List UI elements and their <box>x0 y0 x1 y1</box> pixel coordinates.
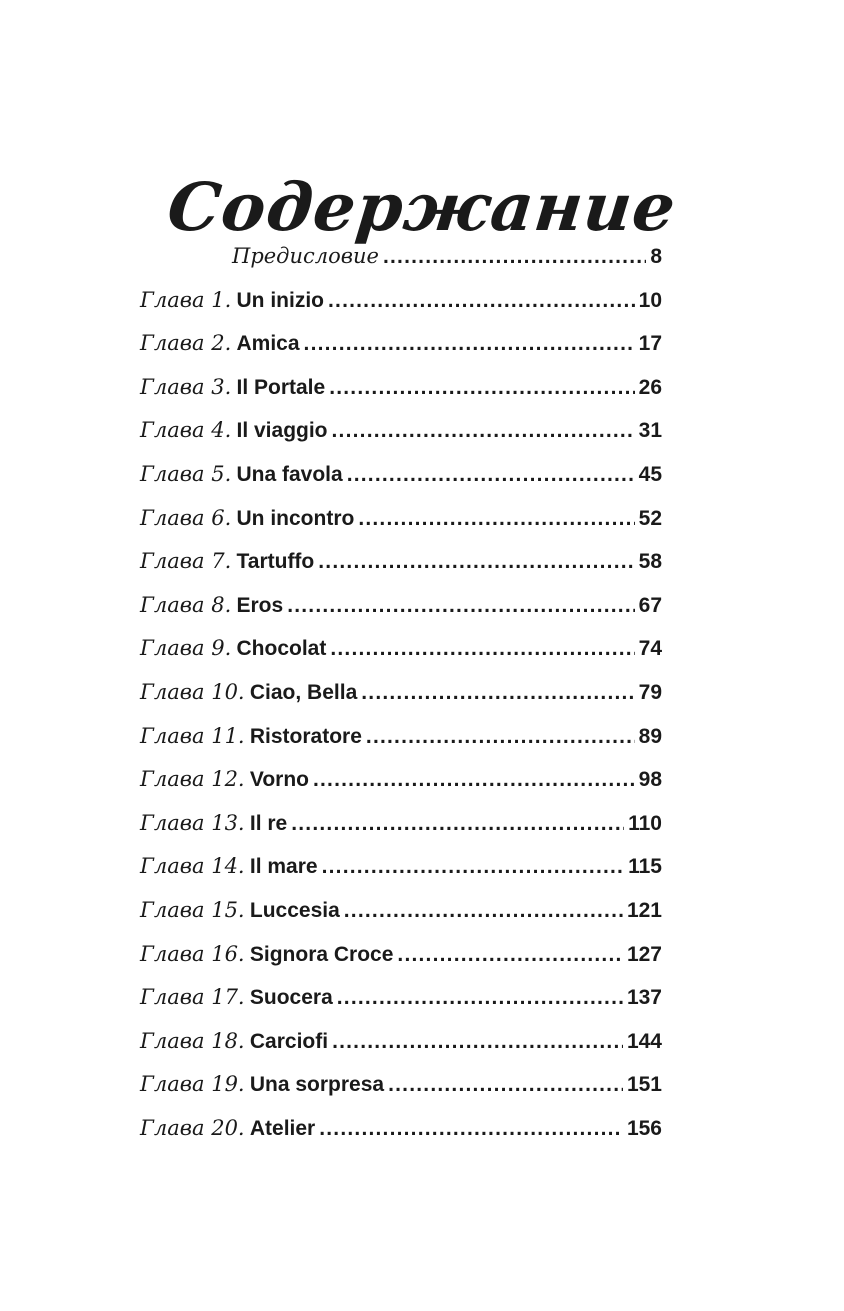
dot-leader <box>330 631 634 667</box>
dot-leader <box>383 239 646 275</box>
chapter-title: Una sorpresa <box>249 1073 385 1097</box>
page-number: 156 <box>626 1116 662 1140</box>
chapter-label: Глава 5. <box>140 461 232 486</box>
page-number: 151 <box>626 1073 662 1097</box>
dot-leader <box>332 1024 623 1060</box>
toc-entry-chapter[interactable] <box>140 1023 662 1067</box>
toc-entry-chapter[interactable] <box>140 892 662 936</box>
chapter-label: Глава 4. <box>140 418 232 443</box>
dot-leader <box>318 544 634 580</box>
chapter-title: Il viaggio <box>236 419 328 443</box>
dot-leader <box>397 937 623 973</box>
chapter-label: Глава 13. <box>140 810 245 835</box>
dot-leader <box>332 413 635 449</box>
preface-label: Предисловие <box>232 244 379 268</box>
chapter-title: Atelier <box>249 1116 316 1140</box>
page-number: 26 <box>638 375 662 399</box>
dot-leader <box>313 762 635 798</box>
page-number: 74 <box>638 637 662 661</box>
page-number: 31 <box>638 419 662 443</box>
toc-entry-chapter[interactable] <box>140 979 662 1023</box>
toc-entry-chapter[interactable] <box>140 282 662 326</box>
dot-leader <box>361 675 634 711</box>
page-number: 110 <box>628 811 662 835</box>
chapter-label: Глава 14. <box>140 854 245 879</box>
dot-leader <box>358 501 634 537</box>
dot-leader <box>328 283 635 319</box>
toc-entry-chapter[interactable] <box>140 674 662 718</box>
page-number: 98 <box>638 768 662 792</box>
chapter-label: Глава 9. <box>140 636 232 661</box>
chapter-label: Глава 10. <box>140 679 245 704</box>
chapter-label: Глава 18. <box>140 1028 245 1053</box>
chapter-title: Chocolat <box>236 637 327 661</box>
page-number: 121 <box>626 898 662 922</box>
dot-leader <box>322 849 625 885</box>
toc-entry-chapter[interactable] <box>140 587 662 631</box>
chapter-label: Глава 8. <box>140 592 232 617</box>
toc-entry-chapter[interactable] <box>140 456 662 500</box>
page-number: 8 <box>650 245 662 268</box>
chapter-label: Глава 15. <box>140 897 245 922</box>
toc-entry-chapter[interactable] <box>140 805 662 849</box>
chapter-label: Глава 19. <box>140 1072 245 1097</box>
chapter-label: Глава 11. <box>140 723 245 748</box>
dot-leader <box>337 980 623 1016</box>
chapter-label: Глава 7. <box>140 549 232 574</box>
page-number: 89 <box>638 724 662 748</box>
page-number: 144 <box>626 1029 662 1053</box>
dot-leader <box>291 806 624 842</box>
chapter-title: Signora Croce <box>249 942 394 966</box>
chapter-label: Глава 6. <box>140 505 232 530</box>
chapter-label: Глава 12. <box>140 767 245 792</box>
chapter-label: Глава 17. <box>140 985 245 1010</box>
toc-entry-chapter[interactable] <box>140 325 662 369</box>
toc-entry-chapter[interactable] <box>140 543 662 587</box>
chapter-title: Luccesia <box>249 898 340 922</box>
toc-entry-chapter[interactable] <box>140 369 662 413</box>
chapter-title: Il re <box>249 811 288 835</box>
chapter-title: Una favola <box>236 462 343 486</box>
dot-leader <box>344 893 623 929</box>
page-number: 79 <box>638 680 662 704</box>
toc-entry-chapter[interactable] <box>140 936 662 980</box>
chapter-label: Глава 16. <box>140 941 245 966</box>
chapter-label: Глава 3. <box>140 374 232 399</box>
toc-entry-chapter[interactable] <box>140 761 662 805</box>
page-number: 17 <box>638 332 662 356</box>
toc-entry-chapter[interactable] <box>140 412 662 456</box>
chapter-title: Il mare <box>249 855 318 879</box>
chapter-title: Suocera <box>249 986 333 1010</box>
chapter-title: Ciao, Bella <box>249 680 358 704</box>
chapter-title: Amica <box>236 332 300 356</box>
chapter-title: Carciofi <box>249 1029 329 1053</box>
page-number: 115 <box>628 855 662 879</box>
page-number: 137 <box>626 986 662 1010</box>
chapter-title: Vorno <box>249 768 309 792</box>
toc-entry-chapter[interactable] <box>140 500 662 544</box>
chapter-title: Ristoratore <box>249 724 362 748</box>
toc-entry-chapter[interactable] <box>140 630 662 674</box>
page-number: 58 <box>638 550 662 574</box>
chapter-label: Глава 1. <box>140 287 232 312</box>
page-number: 45 <box>638 462 662 486</box>
toc-entry-chapter[interactable] <box>140 1066 662 1110</box>
dot-leader <box>287 588 634 624</box>
dot-leader <box>388 1067 623 1103</box>
chapter-label: Глава 2. <box>140 331 232 356</box>
page-number: 127 <box>626 942 662 966</box>
chapter-title: Un incontro <box>236 506 355 530</box>
page-number: 52 <box>638 506 662 530</box>
chapter-title: Il Portale <box>236 375 326 399</box>
toc-entry-preface[interactable] <box>140 238 662 282</box>
page-number: 10 <box>638 288 662 312</box>
dot-leader <box>319 1111 623 1147</box>
chapter-title: Eros <box>236 593 284 617</box>
toc-entry-chapter[interactable] <box>140 848 662 892</box>
dot-leader <box>347 457 635 493</box>
chapter-title: Tartuffo <box>236 550 315 574</box>
table-of-contents <box>140 238 662 1153</box>
dot-leader <box>366 719 635 755</box>
dot-leader <box>329 370 634 406</box>
page-number: 67 <box>638 593 662 617</box>
toc-entry-chapter[interactable] <box>140 718 662 762</box>
chapter-label: Глава 20. <box>140 1115 245 1140</box>
chapter-title: Un inizio <box>236 288 324 312</box>
dot-leader <box>304 326 635 362</box>
page-title: Содержание <box>164 168 680 247</box>
toc-entry-chapter[interactable] <box>140 1110 662 1154</box>
